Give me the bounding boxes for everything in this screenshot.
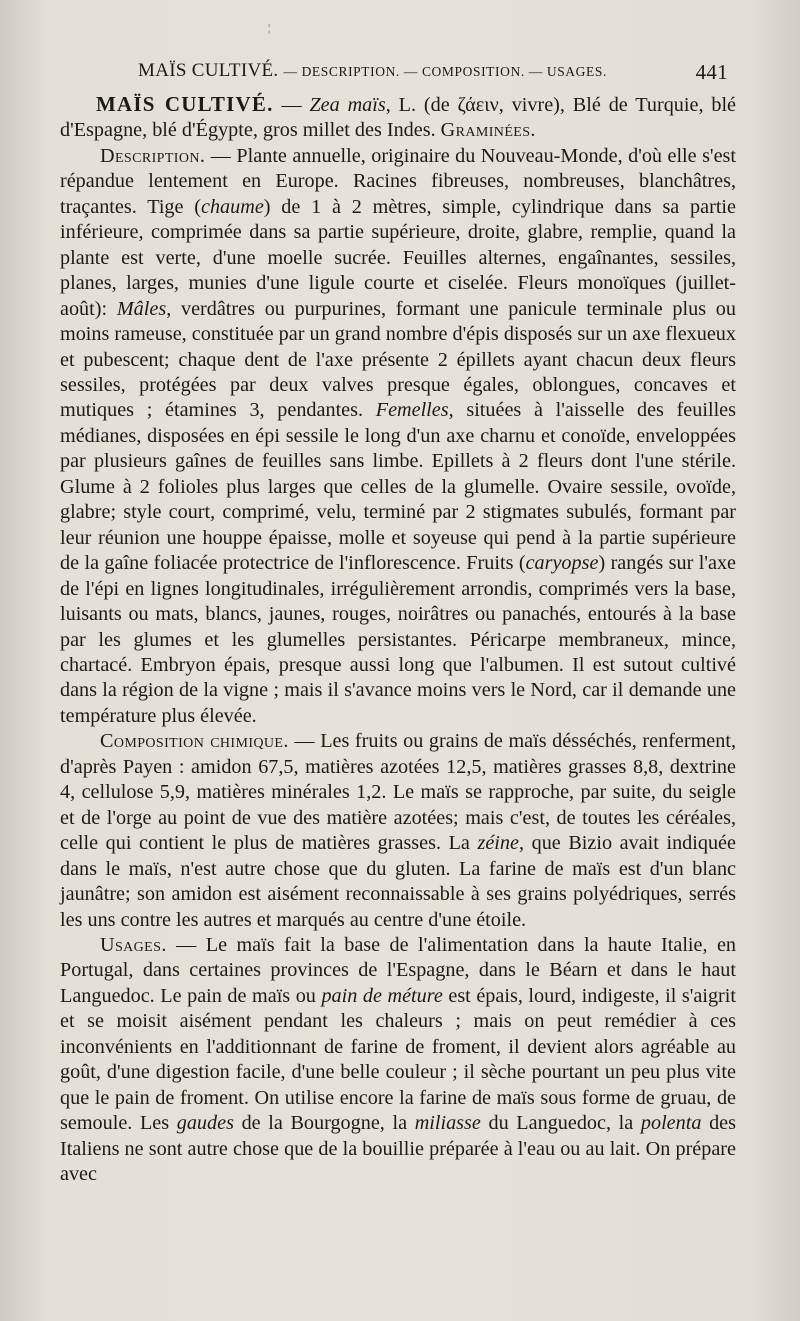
running-head-title: MAÏS CULTIVÉ. (138, 60, 279, 81)
usages-italic-2: gaudes (176, 1112, 234, 1135)
composition-label: Composition chimique. (100, 730, 289, 753)
running-head-sections: — DESCRIPTION. — COMPOSITION. — USAGES. (283, 64, 607, 79)
composition-text-1: — Les fruits ou grains de maïs désséchés, renferment, d'après Payen : amidon 67,5, matières azotées 12,5, matières grasses 8,8, dextrine 4, cellulose 5,9, matières minérales 1,2. Le maïs se rapproche, par suite, du seigle et de l'orge au point de vue des matière azotées; mais c'est, de toutes les céréales, celle qui contient le plus de matières grasses. La (60, 730, 737, 855)
usages-italic-1: pain de méture (321, 984, 443, 1007)
latin-name: Zea maïs (309, 94, 386, 116)
usages-italic-3: miliasse (414, 1112, 481, 1135)
description-italic-2: Mâles (116, 297, 167, 320)
usages-text-3: de la Bourgogne, la (233, 1112, 415, 1135)
intro-paragraph (60, 92, 736, 144)
intro-dash: — (273, 94, 310, 116)
usages-label: Usages. (100, 933, 167, 956)
margin-mark: ¦ (268, 22, 271, 34)
plant-family: Graminées. (440, 119, 536, 142)
description-label: Description. (100, 144, 206, 167)
description-italic-3: Femelles (375, 399, 449, 422)
running-head (138, 60, 738, 82)
usages-text-5: des Italiens ne sont autre chose que de la bouillie préparée à l'eau ou au lait. On prépare avec (60, 1112, 736, 1186)
description-text-3: , verdâtres ou purpurines, formant une panicule terminale plus ou moins rameuse, constituée par un grand nombre d'épis disposés sur un axe flexueux et pubescent; chaque dent de l'axe présente 2 épillets ayant chacun deux fleurs sessiles, protégées par deux valves presque égales, oblongues, concaves et mutiques ; étamines 3, pendantes. (60, 297, 736, 422)
description-text-2: ) de 1 à 2 mètres, simple, cylindrique dans sa partie inférieure, comprimée dans sa partie supérieure, droite, glabre, remplie, quand la plante est verte, d'une moelle sucrée. Feuilles alternes, engaînantes, sessiles, planes, larges, munies d'une ligule courte et ciselée. Fleurs monoïques (juillet-août): (60, 195, 737, 320)
composition-paragraph (60, 729, 736, 933)
description-text-5: ) rangés sur l'axe de l'épi en lignes longitudinales, irrégulièrement arrondis, comprimés vers la base, luisants ou mats, blancs, jaunes, rouges, noirâtres ou panachés, entourés à la base par les glumes et les glumelles persistantes. Péricarpe membraneux, mince, chartacé. Embryon épais, presque aussi long que l'albumen. Il est sutout cultivé dans la région de la vigne ; mais il s'avance moins vers le Nord, car il demande une température plus élevée. (60, 552, 736, 727)
description-text-1: — Plante annuelle, originaire du Nouveau-Monde, d'où elle s'est répandue lentement en Europe. Racines fibreuses, nombreuses, blanchâtres, traçantes. Tige ( (60, 144, 736, 218)
description-paragraph (60, 144, 736, 729)
entry-heading: MAÏS CULTIVÉ. (96, 92, 274, 116)
article-body (60, 92, 736, 1187)
usages-paragraph (60, 933, 736, 1188)
description-italic-1: chaume (201, 195, 264, 218)
composition-italic-1: zéine (477, 832, 519, 855)
usages-text-2: est épais, lourd, indigeste, il s'aigrit et se moisit aisément pendant les chaleurs ; mais on peut remédier à ces inconvénients en l'additionnant de farine de froment, il devient alors agréable au goût, d'une digestion facile, d'une belle couleur ; il sèche pourtant un peu plus vite que le pain de froment. On utilise encore la farine de maïs sous forme de gruau, de semoule. Les (60, 984, 736, 1135)
description-text-4: , situées à l'aisselle des feuilles médianes, disposées en épi sessile le long d'un axe charnu et conoïde, enveloppées par plusieurs gaînes de feuilles sans limbe. Epillets à 2 fleurs dont l'une stérile. Glume à 2 folioles plus larges que celles de la glumelle. Ovaire sessile, ovoïde, glabre; style court, comprimé, velu, terminé par 2 stigmates subulés, formant par leur réunion une houppe épaisse, molle et soyeuse qui pend à la partie supérieure de la gaîne foliacée protectrice de l'inflorescence. Fruits ( (60, 399, 736, 575)
page-number: 441 (695, 60, 728, 84)
usages-text-4: du Languedoc, la (480, 1112, 641, 1135)
description-italic-4: caryopse (525, 552, 599, 575)
composition-text-2: , que Bizio avait indiquée dans le maïs, n'est autre chose que du gluten. La farine de maïs est d'un blanc jaunâtre; son amidon est aisément reconnaissable à ses grains polyédriques, serrés les uns contre les autres et marqués au centre d'une étoile. (60, 832, 736, 931)
intro-text: , L. (de ζάειν, vivre), Blé de Turquie, blé d'Espagne, blé d'Égypte, gros millet des Indes. (60, 94, 737, 142)
usages-italic-4: polenta (640, 1112, 702, 1135)
usages-text-1: — Le maïs fait la base de l'alimentation dans la haute Italie, en Portugal, dans certaines provinces de l'Espagne, dans le Béarn et dans le haut Languedoc. Le pain de maïs ou (60, 933, 736, 1007)
